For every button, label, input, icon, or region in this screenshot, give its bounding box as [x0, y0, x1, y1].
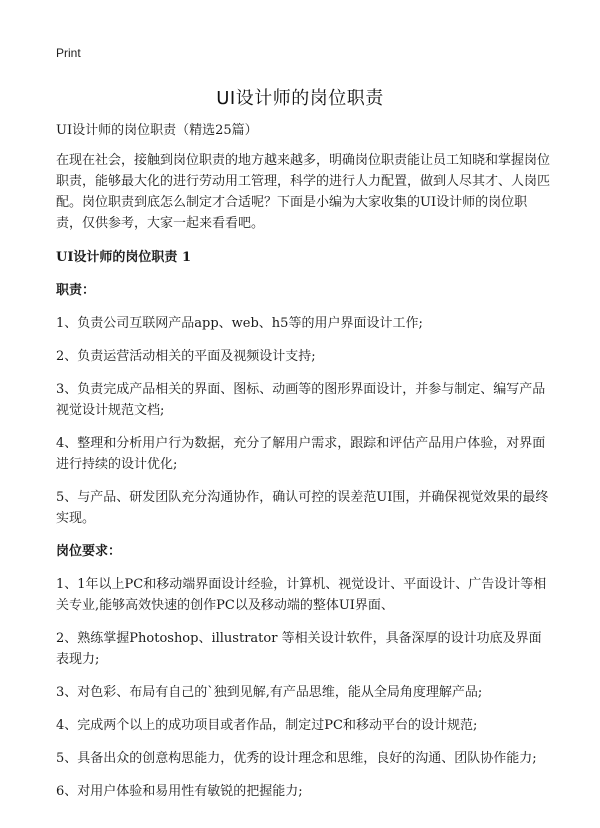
page-title: UI设计师的岗位职责: [216, 88, 384, 109]
document-subtitle: UI设计师的岗位职责（精选25篇）: [56, 123, 258, 138]
requirement-item: 3、对色彩、布局有自己的`独到见解,有产品思维，能从全局角度理解产品;: [56, 685, 483, 700]
requirements-heading: 岗位要求：: [56, 544, 122, 559]
duty-item: 1、负责公司互联网产品app、web、h5等的用户界面设计工作;: [56, 316, 423, 331]
duty-item: 4、整理和分析用户行为数据，充分了解用户需求，跟踪和评估产品用户体验，对界面进行持续的设计优化;: [56, 436, 546, 472]
requirement-item: 5、具备出众的创意构思能力，优秀的设计理念和思维，良好的沟通、团队协作能力;: [56, 751, 537, 766]
section-heading: UI设计师的岗位职责 1: [56, 250, 191, 265]
requirement-item: 4、完成两个以上的成功项目或者作品，制定过PC和移动平台的设计规范;: [56, 718, 478, 733]
duties-heading: 职责：: [56, 283, 96, 298]
duty-item: 5、与产品、研发团队充分沟通协作，确认可控的误差范UI围，并确保视觉效果的最终实现。: [56, 490, 549, 526]
duty-item: 3、负责完成产品相关的界面、图标、动画等的图形界面设计，并参与制定、编写产品视觉设计规范文档;: [56, 382, 546, 418]
requirement-item: 1、1年以上PC和移动端界面设计经验，计算机、视觉设计、平面设计、广告设计等相关专业,能够高效快速的创作PC以及移动端的整体UI界面、: [56, 577, 547, 613]
requirement-item: 6、对用户体验和易用性有敏锐的把握能力;: [56, 784, 303, 799]
document-body: [56, 120, 550, 814]
duty-item: 2、负责运营活动相关的平面及视频设计支持;: [56, 349, 316, 364]
intro-paragraph: 在现在社会，接触到岗位职责的地方越来越多，明确岗位职责能让员工知晓和掌握岗位职责，能够最大化的进行劳动用工管理，科学的进行人力配置，做到人尽其才、人岗匹配。岗位职责到底怎么制定才合适呢？下面是小编为大家收集的UI设计师的岗位职责，仅供参考，大家一起来看看吧。: [56, 153, 551, 231]
requirement-item: 2、熟练掌握Photoshop、illustrator 等相关设计软件，具备深厚的设计功底及界面表现力;: [56, 631, 542, 667]
print-label: Print: [56, 46, 81, 60]
